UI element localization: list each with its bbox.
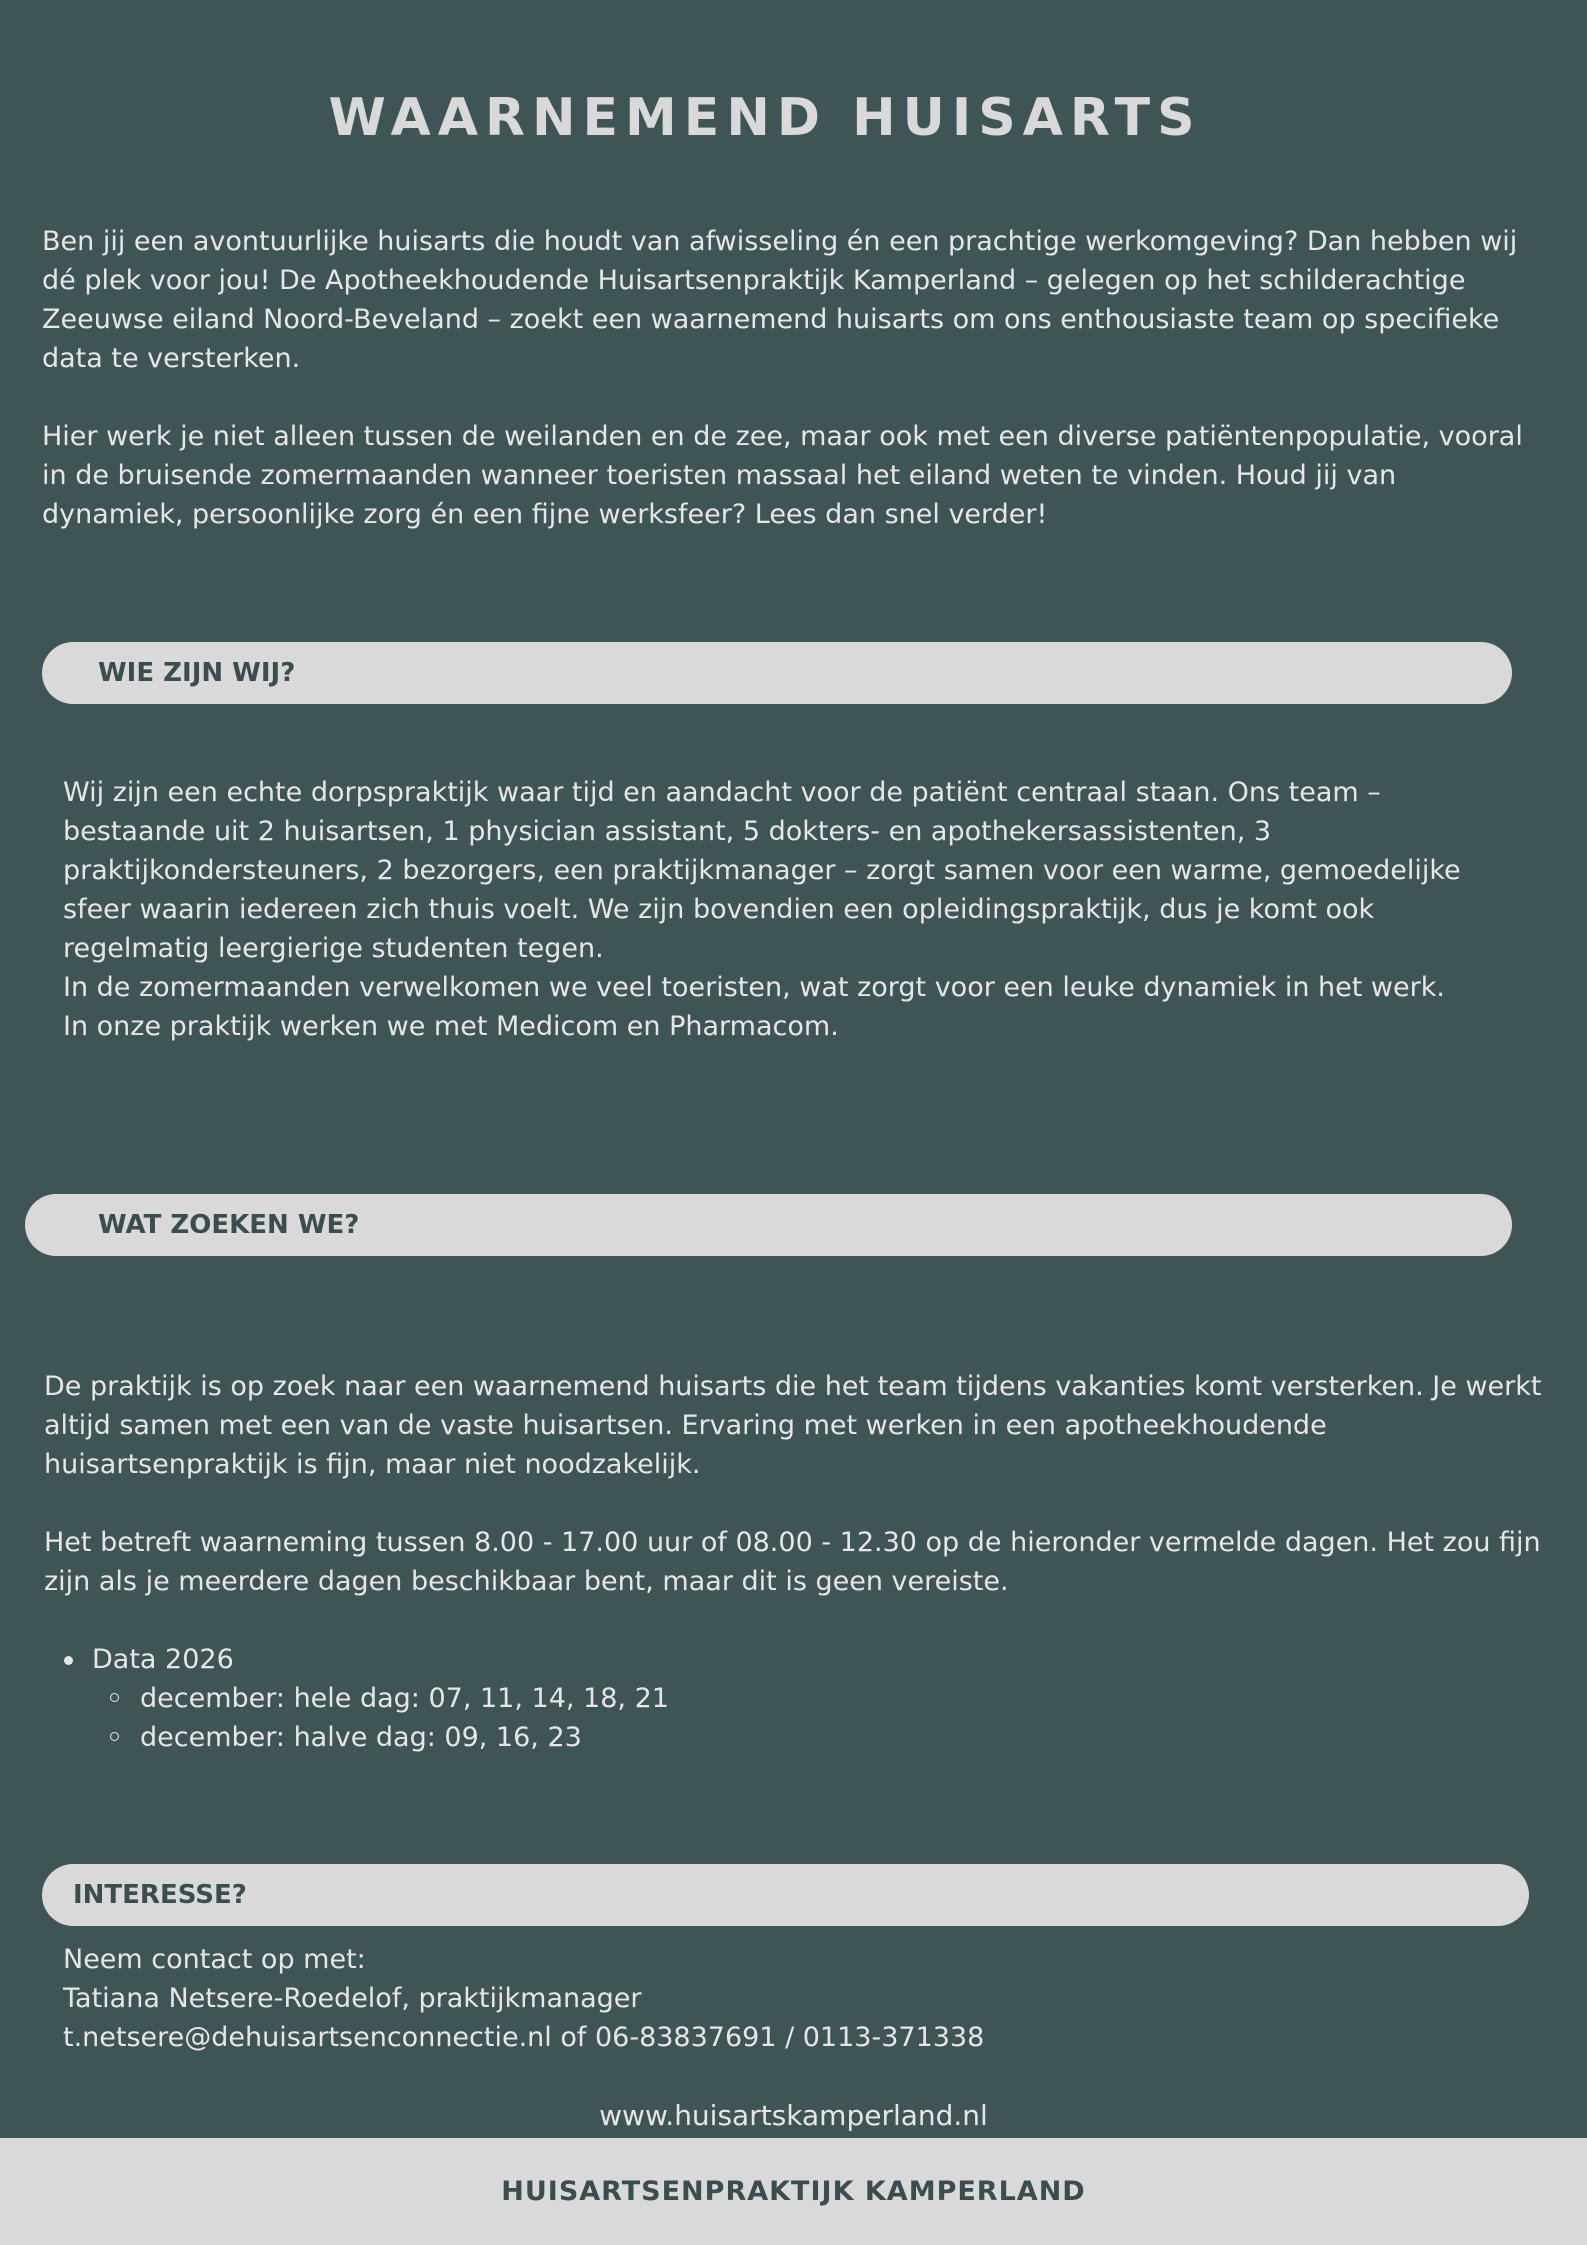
who-paragraph-1: Wij zijn een echte dorpspraktijk waar tijd en aandacht voor de patiënt centraal staan. Ons team – bestaande uit 2 huisartsen, 1 physician assistant, 5 dokters- en apothekersassistenten, 3 praktijkondersteuners, 2 bezorgers, een praktijkmanager – zorgt samen voor een warme, gemoedelijke sfeer waarin iedereen zich thuis voelt. We zijn bovendien een opleidingspraktijk, dus je komt ook regelmatig leergierige studenten tegen. <box>63 777 1461 964</box>
bullet-circle-icon <box>110 1693 119 1702</box>
page-title: WAARNEMEND HUISARTS <box>328 88 1202 148</box>
dates-sublist <box>92 1679 669 1757</box>
section-header-interest <box>42 1864 1529 1926</box>
list-item <box>92 1718 669 1757</box>
section-heading-interest: INTERESSE? <box>73 1880 247 1910</box>
dates-list <box>44 1640 669 1757</box>
section-heading-who: WIE ZIJN WIJ? <box>98 658 296 688</box>
date-entry-half-day: december: halve dag: 09, 16, 23 <box>140 1722 582 1753</box>
section-header-who <box>42 642 1512 704</box>
date-entry-full-day: december: hele dag: 07, 11, 14, 18, 21 <box>140 1683 669 1714</box>
who-paragraph-2: In de zomermaanden verwelkomen we veel toeristen, wat zorgt voor een leuke dynamiek in het werk. <box>63 972 1445 1003</box>
what-paragraph-1: De praktijk is op zoek naar een waarnemend huisarts die het team tijdens vakanties komt versterken. Je werkt altijd samen met een van de vaste huisartsen. Ervaring met werken in een apotheekhoudende huisartsenpraktijk is fijn, maar niet noodzakelijk. <box>44 1371 1542 1480</box>
what-paragraph-2: Het betreft waarneming tussen 8.00 - 17.00 uur of 08.00 - 12.30 op de hieronder vermelde dagen. Het zou fijn zijn als je meerdere dagen beschikbaar bent, maar dit is geen vereiste. <box>44 1527 1541 1597</box>
section-heading-what: WAT ZOEKEN WE? <box>98 1210 360 1240</box>
contact-block <box>63 1940 1513 2057</box>
website-link[interactable]: www.huisartskamperland.nl <box>599 2099 988 2132</box>
list-item <box>92 1679 669 1718</box>
who-paragraph-3: In onze praktijk werken we met Medicom en Pharmacom. <box>63 1011 839 1042</box>
section-header-what <box>25 1194 1512 1256</box>
who-section-body <box>63 773 1483 1046</box>
list-item <box>44 1640 669 1757</box>
bullet-circle-icon <box>110 1732 119 1741</box>
footer-practice-name: HUISARTSENPRAKTIJK KAMPERLAND <box>501 2176 1086 2207</box>
intro-paragraph-1: Ben jij een avontuurlijke huisarts die houdt van afwisseling én een prachtige werkomgeving? Dan hebben wij dé plek voor jou! De Apotheekhoudende Huisartsenpraktijk Kamperland – gelegen op het schilderachtige Zeeuwse eiland Noord-Beveland – zoekt een waarnemend huisarts om ons enthousiaste team op specifieke data te versterken. <box>42 226 1518 374</box>
contact-details: t.netsere@dehuisartsenconnectie.nl of 06-83837691 / 0113-371338 <box>63 2022 985 2053</box>
contact-person: Tatiana Netsere-Roedelof, praktijkmanager <box>63 1983 642 2014</box>
bullet-dot-icon <box>64 1656 73 1665</box>
footer-bar <box>0 2138 1587 2245</box>
dates-label: Data 2026 <box>92 1644 234 1675</box>
contact-intro: Neem contact op met: <box>63 1944 366 1975</box>
intro-paragraph-2: Hier werk je niet alleen tussen de weilanden en de zee, maar ook met een diverse patiëntenpopulatie, vooral in de bruisende zomermaanden wanneer toeristen massaal het eiland weten te vinden. Houd jij van dynamiek, persoonlijke zorg én een fijne werksfeer? Lees dan snel verder! <box>42 421 1523 530</box>
